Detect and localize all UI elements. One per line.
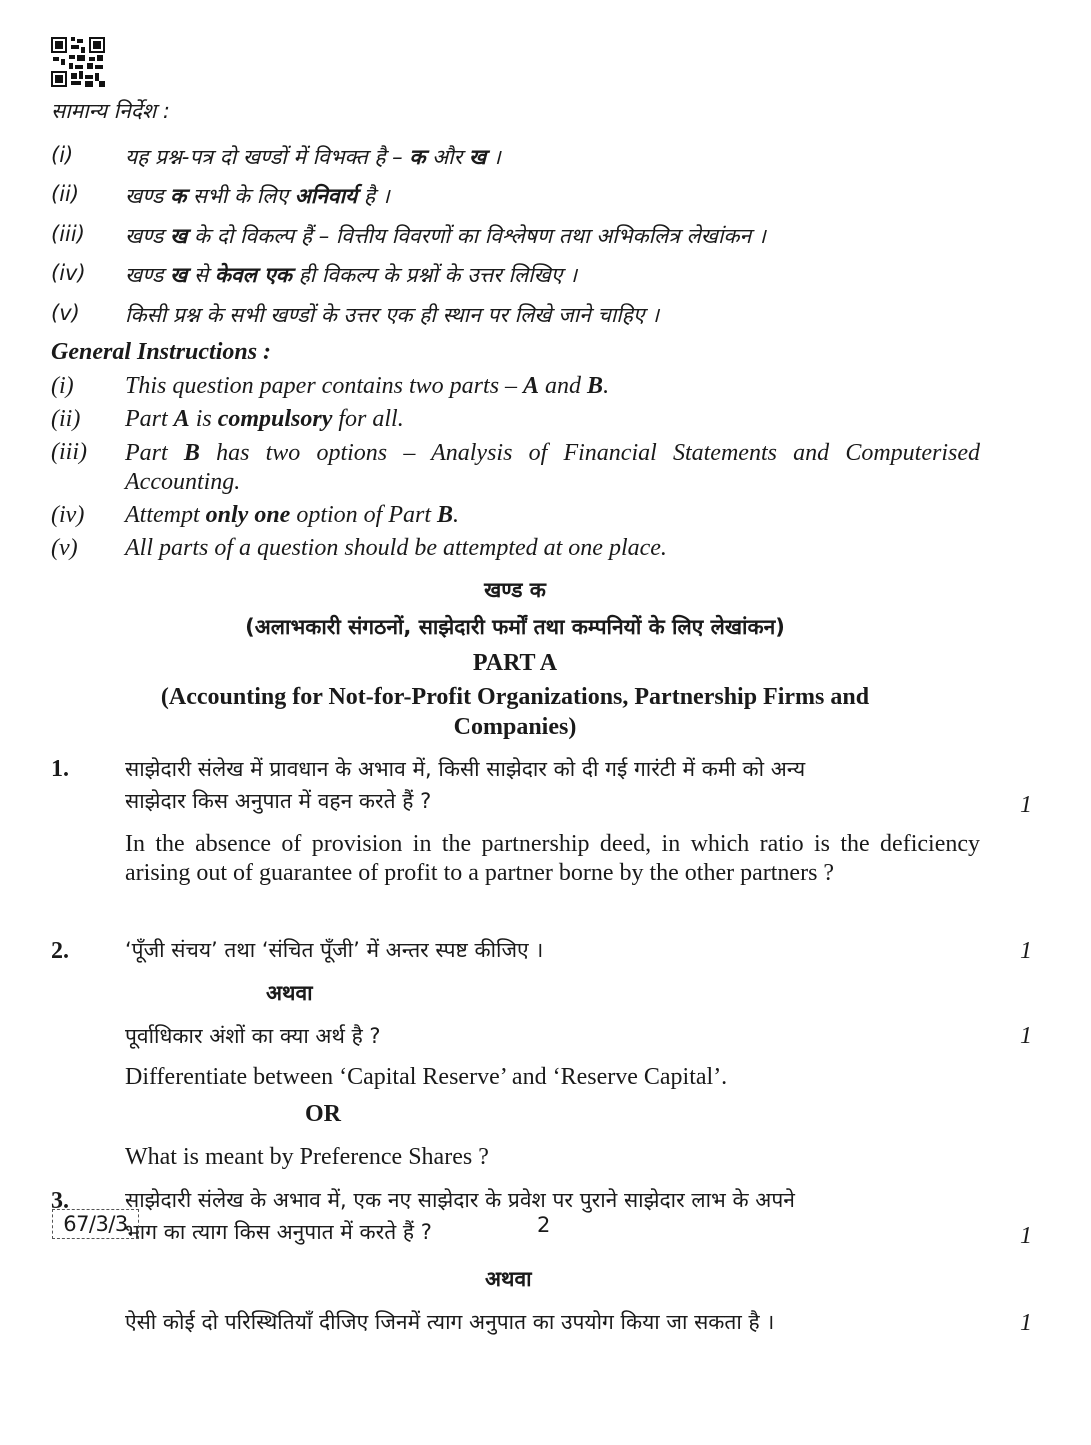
question-2-english: Differentiate between ‘Capital Reserve’ and ‘Reserve Capital’. [125, 1064, 728, 1090]
question-number: 1. [51, 756, 69, 782]
or-hindi-label: अथवा [485, 1267, 532, 1291]
exam-page: सामान्य निर्देश : (i) यह प्रश्न-पत्र दो खण्डों में विभक्त है – क और ख । (ii) खण्ड क सभी के लिए अनिवार्य है । (iii) खण्ड ख के दो विकल्प हैं – वित्तीय विवरणों का विश्लेषण तथा अभिकलित्र लेखांकन । (iv) खण्ड ख से केवल एक ही विकल्प के प्रश्नों के उत्तर लिखिए । (v) किसी प्रश्न के सभी खण्डों के उत्तर एक ही स्थान पर लिखे जाने चाहिए । General Instructions : (i) This question paper contains two parts – A and B. (ii) Part A is compulsory for all. (iii) Part B has two options – Analysis of Financial Statements and Computerised Accounting. (iv) Attempt only one option of Part B. (v) All parts of a question should be attempted at one place. खण्ड क (अलाभकारी संगठनों, साझेदारी फर्मों तथा कम्पनियों के लिए लेखांकन) PART A (Accounting for Not-for-Profit Organizations, Partnership Firms and Companies) 1. साझेदारी संलेख में प्रावधान के अभाव में, किसी साझेदार को दी गई गारंटी में कमी को अन्य साझेदार किस अनुपात में वहन करते हैं ? 1 In the absence of provision in the partnership deed, in which ratio is the deficiency arising out of guarantee of profit to a partner borne by the other partners ? 2. ‘पूँजी संचय’ तथा ‘संचित पूँजी’ में अन्तर स्पष्ट कीजिए । 1 अथवा पूर्वाधिकार अंशों का क्या अर्थ है ? 1 Differentiate between ‘Capital Reserve’ and ‘Reserve Capital’. OR What is meant by Preference Shares ? 3. साझेदारी संलेख के अभाव में, एक नए साझेदार के प्रवेश पर पुराने साझेदार लाभ के अपने भाग का त्याग किस अनुपात में करते हैं ? 1 अथवा ऐसी कोई दो परिस्थितियाँ दीजिए जिनमें त्याग अनुपात का उपयोग किया जा सकता है । 1 67/3/3 2 [0, 0, 1091, 1445]
question-3-hindi: साझेदारी संलेख के अभाव में, एक नए साझेदार के प्रवेश पर पुराने साझेदार लाभ के अपने भाग का त्याग किस अनुपात में करते हैं ? [125, 1188, 795, 1244]
question-1-hindi: साझेदारी संलेख में प्रावधान के अभाव में, किसी साझेदार को दी गई गारंटी में कमी को अन्य साझेदार किस अनुपात में वहन करते हैं ? [125, 757, 806, 813]
qr-code-icon [51, 37, 105, 87]
page-number: 2 [537, 1213, 551, 1237]
question-marks: 1 [1020, 938, 1032, 964]
paper-code: 67/3/3 [52, 1209, 139, 1239]
question-2-alt-hindi: पूर्वाधिकार अंशों का क्या अर्थ है ? [125, 1024, 381, 1048]
question-marks: 1 [1020, 1310, 1032, 1336]
part-a-subtitle-hindi: (अलाभकारी संगठनों, साझेदारी फर्मों तथा कम्पनियों के लिए लेखांकन) [245, 615, 785, 639]
question-2-alt-english: What is meant by Preference Shares ? [125, 1144, 489, 1170]
question-marks: 1 [1020, 1023, 1032, 1049]
general-instructions-hindi-heading: सामान्य निर्देश : [51, 99, 170, 123]
question-number: 3. [51, 1188, 69, 1214]
or-hindi-label: अथवा [266, 981, 313, 1005]
part-a-title: PART A [472, 650, 558, 676]
question-3-alt-hindi: ऐसी कोई दो परिस्थितियाँ दीजिए जिनमें त्याग अनुपात का उपयोग किया जा सकता है । [125, 1310, 775, 1334]
question-1-english: In the absence of provision in the partnership deed, in which ratio is the deficiency arising out of guarantee of profit to a partner borne by the other partners ? [125, 831, 980, 886]
or-label: OR [305, 1101, 341, 1127]
question-marks: 1 [1020, 792, 1032, 818]
general-instructions-heading: General Instructions : [51, 339, 272, 365]
question-marks: 1 [1020, 1223, 1032, 1249]
question-2-hindi: ‘पूँजी संचय’ तथा ‘संचित पूँजी’ में अन्तर स्पष्ट कीजिए । [125, 938, 544, 962]
question-number: 2. [51, 938, 69, 964]
part-a-title-hindi: खण्ड क [484, 578, 546, 602]
part-a-subtitle: (Accounting for Not-for-Profit Organizations, Partnership Firms and Companies) [160, 684, 870, 740]
